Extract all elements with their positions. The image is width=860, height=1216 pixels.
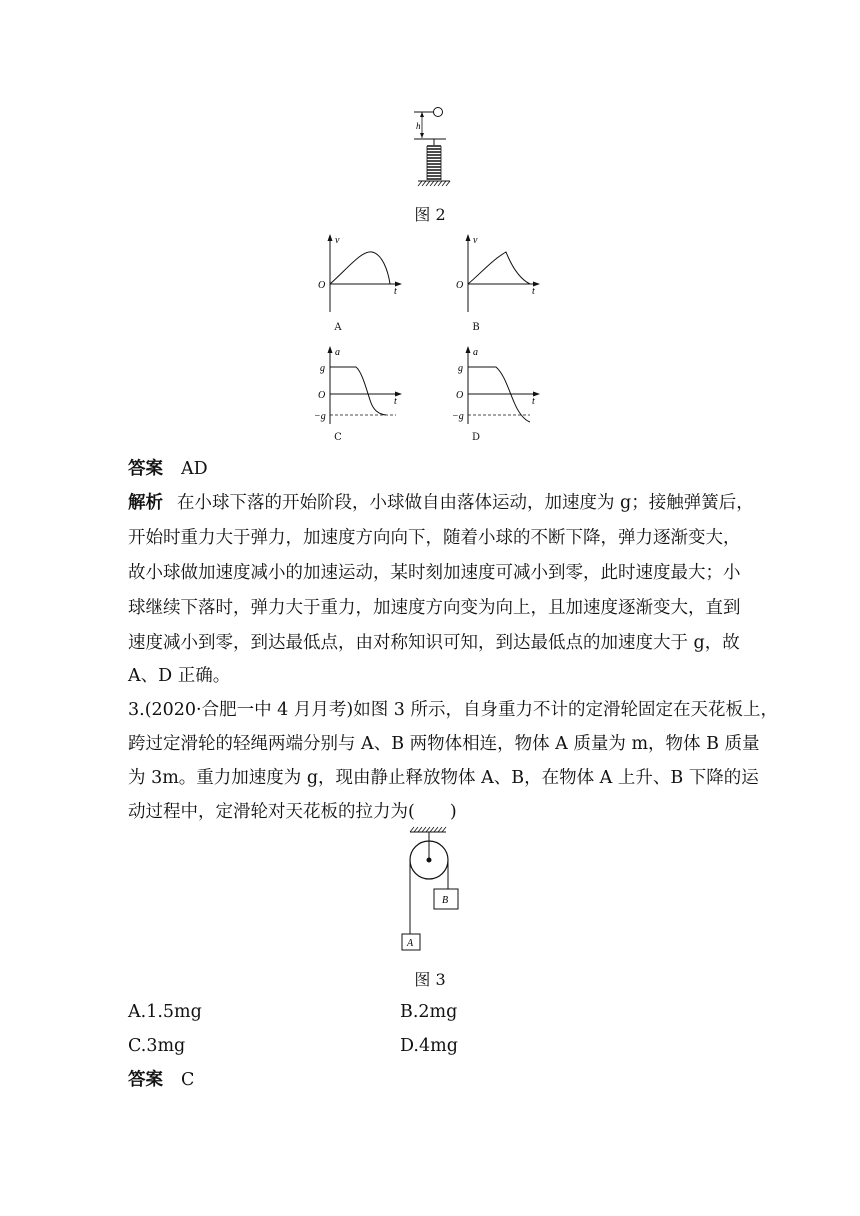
neg-g-label: −g	[314, 411, 326, 422]
analysis-line-5: 速度减小到零，到达最低点，由对称知识可知，到达最低点的加速度大于 g，故	[128, 633, 740, 653]
option-c: C.3mg	[128, 1036, 186, 1056]
t-axis-label: t	[532, 396, 535, 407]
analysis-line-2: 开始时重力大于弹力，加速度方向向下，随着小球的不断下降，弹力逐渐变大，	[128, 528, 741, 548]
analysis-line-4: 球继续下落时，弹力大于重力，加速度方向变为向上，且加速度逐渐变大，直到	[128, 598, 741, 618]
option-d: D.4mg	[400, 1036, 458, 1056]
question-line-1: 3.(2020·合肥一中 4 月月考)如图 3 所示，自身重力不计的定滑轮固定在天花板上，	[128, 700, 778, 720]
graph-b-label: B	[472, 322, 480, 333]
answer-line-1	[128, 458, 208, 480]
origin-label: O	[318, 390, 326, 401]
analysis-line-6: A、D 正确。	[128, 666, 231, 686]
origin-label: O	[318, 280, 326, 291]
origin-label: O	[456, 280, 464, 291]
v-axis-label: v	[335, 235, 340, 246]
neg-g-label: −g	[452, 411, 464, 422]
t-axis-label: t	[532, 286, 535, 297]
question-line-4: 动过程中，定滑轮对天花板的拉力为( )	[128, 802, 457, 822]
analysis-line-3: 故小球做加速度减小的加速运动，某时刻加速度可减小到零，此时速度最大；小	[128, 563, 741, 583]
answer-value: AD	[181, 459, 208, 479]
height-label: h	[416, 121, 421, 131]
answer-label: 答案	[128, 459, 163, 479]
option-a: A.1.5mg	[128, 1002, 202, 1022]
analysis-text: 在小球下落的开始阶段，小球做自由落体运动，加速度为 g；接触弹簧后，	[177, 493, 754, 513]
a-axis-label: a	[335, 347, 340, 358]
a-axis-label: a	[473, 347, 478, 358]
option-b: B.2mg	[400, 1002, 458, 1022]
v-axis-label: v	[473, 235, 478, 246]
figure-3-caption: 图 3	[414, 970, 446, 989]
block-a-label: A	[407, 938, 414, 949]
graph-a	[310, 230, 410, 320]
answer-value: C	[181, 1070, 195, 1090]
block-b-label: B	[442, 895, 449, 906]
g-label: g	[458, 363, 463, 374]
answer-label: 答案	[128, 1070, 163, 1090]
analysis-label: 解析	[128, 493, 163, 513]
t-axis-label: t	[394, 286, 397, 297]
graph-c	[310, 342, 410, 432]
graph-d-label: D	[471, 432, 481, 443]
graph-a-label: A	[334, 322, 342, 333]
pulley-figure	[396, 826, 466, 954]
origin-label: O	[456, 390, 464, 401]
spring-ball-figure	[400, 100, 460, 192]
question-line-2: 跨过定滑轮的轻绳两端分别与 A、B 两物体相连，物体 A 质量为 m，物体 B 质量	[128, 734, 760, 754]
graph-b	[448, 230, 548, 320]
graph-c-label: C	[334, 432, 342, 443]
analysis-line-1	[128, 492, 754, 514]
g-label: g	[320, 363, 325, 374]
answer-line-3	[128, 1069, 194, 1091]
t-axis-label: t	[394, 396, 397, 407]
graph-d	[448, 342, 548, 432]
question-line-3: 为 3m。重力加速度为 g，现由静止释放物体 A、B，在物体 A 上升、B 下降的运	[128, 768, 759, 788]
figure-2-caption: 图 2	[414, 205, 446, 224]
